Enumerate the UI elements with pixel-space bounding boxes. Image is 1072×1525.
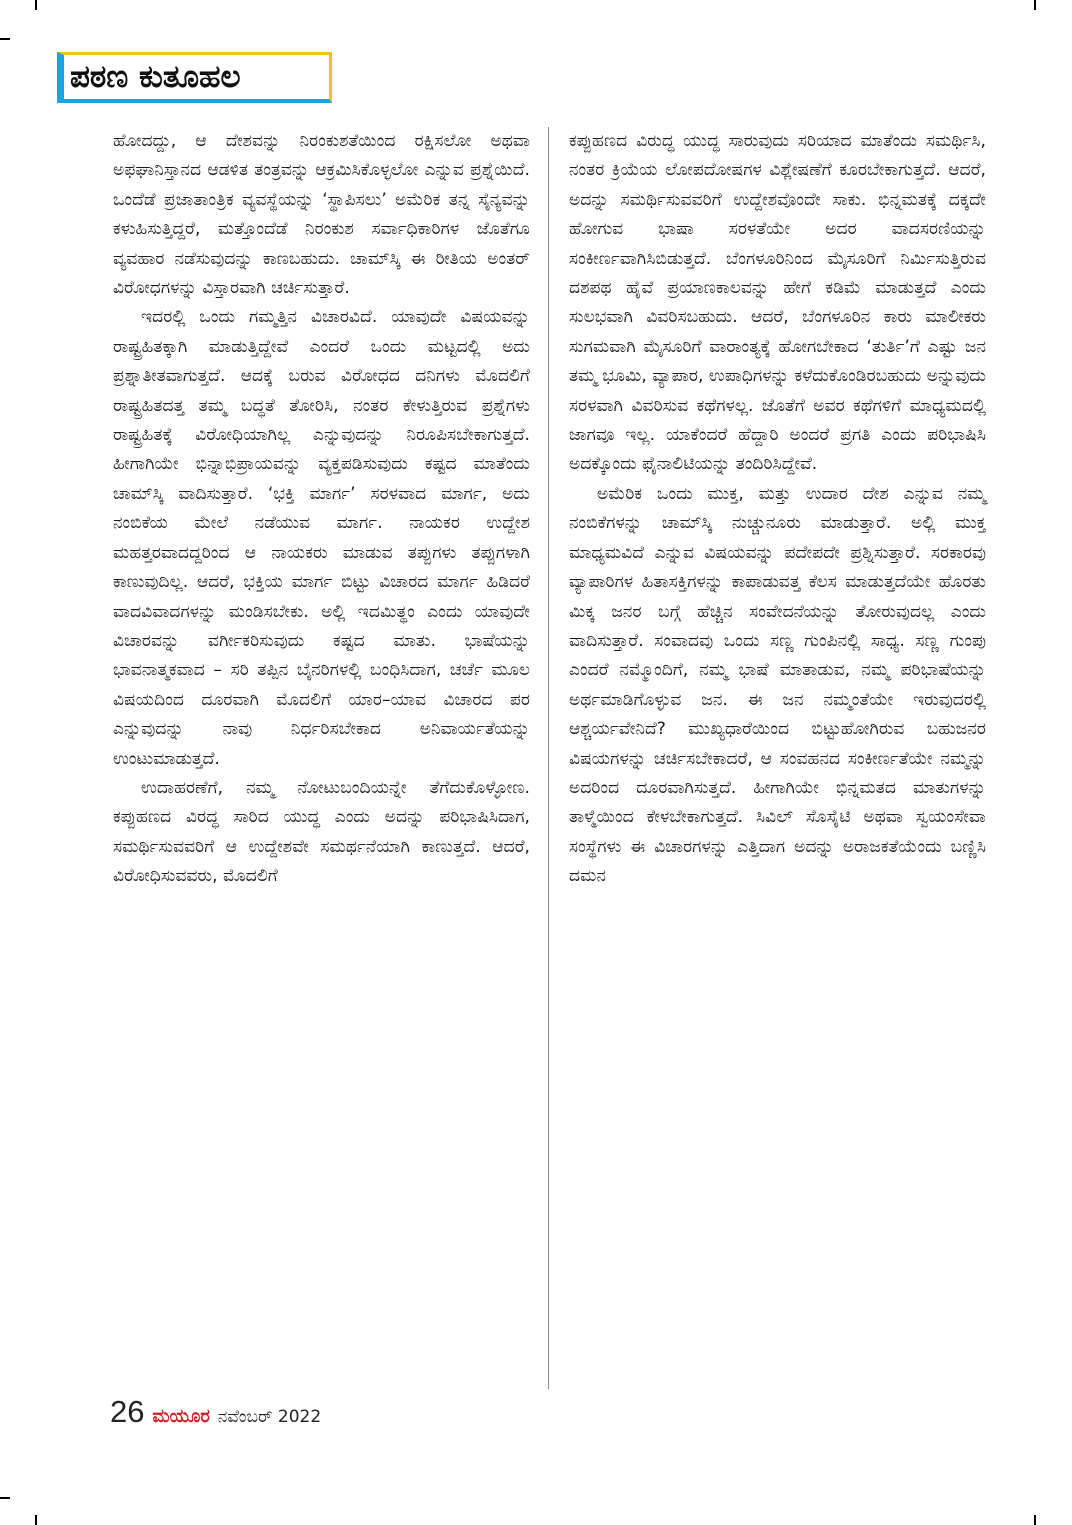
left-paragraph-1: ಹೋದದ್ದು, ಆ ದೇಶವನ್ನು ನಿರಂಕುಶತೆಯಿಂದ ರಕ್ಷಿಸಲೋ ಅಥವಾ ಅಫಘಾನಿಸ್ತಾನದ ಆಡಳಿತ ತಂತ್ರವನ್ನು ಆಕ್ರಮಿಸಿಕೊಳ್ಳಲೋ ಎನ್ನುವ ಪ್ರಶ್ನೆಯಿದೆ. ಒಂದೆಡೆ ಪ್ರಜಾತಾಂತ್ರಿಕ ವ್ಯವಸ್ಥೆಯನ್ನು ‘ಸ್ಥಾಪಿಸಲು’ ಅಮೆರಿಕ ತನ್ನ ಸೈನ್ಯವನ್ನು ಕಳುಹಿಸುತ್ತಿದ್ದರೆ, ಮತ್ತೊಂದೆಡೆ ನಿರಂಕುಶ ಸರ್ವಾಧಿಕಾರಿಗಳ ಜೊತೆಗೂ ವ್ಯವಹಾರ ನಡೆಸುವುದನ್ನು ಕಾಣಬಹುದು. ಚಾಮ್‌ಸ್ಕಿ ಈ ರೀತಿಯ ಅಂತರ್ ವಿರೋಧಗಳನ್ನು ವಿಸ್ತಾರವಾಗಿ ಚರ್ಚಿಸುತ್ತಾರೆ. <box>113 131 530 299</box>
column-divider <box>548 127 549 1389</box>
right-paragraph-2: ಅಮೆರಿಕ ಒಂದು ಮುಕ್ತ, ಮತ್ತು ಉದಾರ ದೇಶ ಎನ್ನುವ ನಮ್ಮ ನಂಬಿಕೆಗಳನ್ನು ಚಾಮ್‌ಸ್ಕಿ ನುಚ್ಚುನೂರು ಮಾಡುತ್ತಾರೆ. ಅಲ್ಲಿ ಮುಕ್ತ ಮಾಧ್ಯಮವಿದೆ ಎನ್ನುವ ವಿಷಯವನ್ನು ಪದೇಪದೇ ಪ್ರಶ್ನಿಸುತ್ತಾರೆ. ಸರಕಾರವು ವ್ಯಾಪಾರಿಗಳ ಹಿತಾಸಕ್ತಿಗಳನ್ನು ಕಾಪಾಡುವತ್ತ ಕೆಲಸ ಮಾಡುತ್ತದೆಯೇ ಹೊರತು ಮಿಕ್ಕ ಜನರ ಬಗ್ಗೆ ಹೆಚ್ಚಿನ ಸಂವೇದನೆಯನ್ನು ತೋರುವುದಲ್ಲ ಎಂದು ವಾದಿಸುತ್ತಾರೆ. ಸಂವಾದವು ಒಂದು ಸಣ್ಣ ಗುಂಪಿನಲ್ಲಿ ಸಾಧ್ಯ. ಸಣ್ಣ ಗುಂಪು ಎಂದರೆ ನಮ್ಮೊಂದಿಗೆ, ನಮ್ಮ ಭಾಷೆ ಮಾತಾಡುವ, ನಮ್ಮ ಪರಿಭಾಷೆಯನ್ನು ಅರ್ಥಮಾಡಿಗೊಳ್ಳುವ ಜನ. ಈ ಜನ ನಮ್ಮಂತೆಯೇ ಇರುವುದರಲ್ಲಿ ಆಶ್ಚರ್ಯವೇನಿದೆ? ಮುಖ್ಯಧಾರೆಯಿಂದ ಬಿಟ್ಟುಹೋಗಿರುವ ಬಹುಜನರ ವಿಷಯಗಳನ್ನು ಚರ್ಚಿಸಬೇಕಾದರೆ, ಆ ಸಂವಹನದ ಸಂಕೀರ್ಣತೆಯೇ ನಮ್ಮನ್ನು ಅದರಿಂದ ದೂರವಾಗಿಸುತ್ತದೆ. ಹೀಗಾಗಿಯೇ ಭಿನ್ನಮತದ ಮಾತುಗಳನ್ನು ತಾಳ್ಮೆಯಿಂದ ಕೇಳಬೇಕಾಗುತ್ತದೆ. ಸಿವಿಲ್ ಸೊಸೈಟಿ ಅಥವಾ ಸ್ವಯಂಸೇವಾ ಸಂಸ್ಥೆಗಳು ಈ ವಿಚಾರಗಳನ್ನು ಎತ್ತಿದಾಗ ಅದನ್ನು ಅರಾಜಕತೆಯೆಂದು ಬಣ್ಣಿಸಿ ದಮನ <box>569 483 986 887</box>
page-number: 26 <box>110 1394 145 1429</box>
crop-mark-left-upper <box>0 38 10 40</box>
crop-mark-top-left <box>35 0 37 10</box>
left-paragraph-3: ಉದಾಹರಣೆಗೆ, ನಮ್ಮ ನೋಟುಬಂದಿಯನ್ನೇ ತೆಗೆದುಕೊಳ್ಳೋಣ. ಕಪ್ಪುಹಣದ ವಿರದ್ಧ ಸಾರಿದ ಯುದ್ಧ ಎಂದು ಅದನ್ನು ಪರಿಭಾಷಿಸಿದಾಗ, ಸಮರ್ಥಿಸುವವರಿಗೆ ಆ ಉದ್ದೇಶವೇ ಸಮರ್ಥನೆಯಾಗಿ ಕಾಣುತ್ತದೆ. ಆದರೆ, ವಿರೋಧಿಸುವವರು, ಮೊದಲಿಗೆ <box>113 777 530 887</box>
left-column <box>113 127 530 892</box>
magazine-name: ಮಯೂರ <box>152 1406 210 1427</box>
left-paragraph-2: ಇದರಲ್ಲಿ ಒಂದು ಗಮ್ಮತ್ತಿನ ವಿಚಾರವಿದೆ. ಯಾವುದೇ ವಿಷಯವನ್ನು ರಾಷ್ಟ್ರಹಿತಕ್ಕಾಗಿ ಮಾಡುತ್ತಿದ್ದೇವೆ ಎಂದರೆ ಒಂದು ಮಟ್ಟದಲ್ಲಿ ಅದು ಪ್ರಶ್ನಾತೀತವಾಗುತ್ತದೆ. ಆದಕ್ಕೆ ಬರುವ ವಿರೋಧದ ದನಿಗಳು ಮೊದಲಿಗೆ ರಾಷ್ಟ್ರಹಿತದತ್ತ ತಮ್ಮ ಬದ್ಧತೆ ತೋರಿಸಿ, ನಂತರ ಕೇಳುತ್ತಿರುವ ಪ್ರಶ್ನೆಗಳು ರಾಷ್ಟ್ರಹಿತಕ್ಕೆ ವಿರೋಧಿಯಾಗಿಲ್ಲ ಎನ್ನುವುದನ್ನು ನಿರೂಪಿಸಬೇಕಾಗುತ್ತದೆ. ಹೀಗಾಗಿಯೇ ಭಿನ್ನಾಭಿಪ್ರಾಯವನ್ನು ವ್ಯಕ್ತಪಡಿಸುವುದು ಕಷ್ಟದ ಮಾತೆಂದು ಚಾಮ್‌ಸ್ಕಿ ವಾದಿಸುತ್ತಾರೆ. ‘ಭಕ್ತಿ ಮಾರ್ಗ’ ಸರಳವಾದ ಮಾರ್ಗ, ಅದು ನಂಬಿಕೆಯ ಮೇಲೆ ನಡೆಯುವ ಮಾರ್ಗ. ನಾಯಕರ ಉದ್ದೇಶ ಮಹತ್ತರವಾದದ್ದರಿಂದ ಆ ನಾಯಕರು ಮಾಡುವ ತಪ್ಪುಗಳು ತಪ್ಪುಗಳಾಗಿ ಕಾಣುವುದಿಲ್ಲ. ಆದರೆ, ಭಕ್ತಿಯ ಮಾರ್ಗ ಬಿಟ್ಟು ವಿಚಾರದ ಮಾರ್ಗ ಹಿಡಿದರೆ ವಾದವಿವಾದಗಳನ್ನು ಮಂಡಿಸಬೇಕು. ಅಲ್ಲಿ ಇದಮಿತ್ಥಂ ಎಂದು ಯಾವುದೇ ವಿಚಾರವನ್ನು ವರ್ಗೀಕರಿಸುವುದು ಕಷ್ಟದ ಮಾತು. ಭಾಷೆಯನ್ನು ಭಾವನಾತ್ಮಕವಾದ – ಸರಿ ತಪ್ಪಿನ ಬೈನರಿಗಳಲ್ಲಿ ಬಂಧಿಸಿದಾಗ, ಚರ್ಚೆ ಮೂಲ ವಿಷಯದಿಂದ ದೂರವಾಗಿ ಮೊದಲಿಗೆ ಯಾರ–ಯಾವ ವಿಚಾರದ ಪರ ಎನ್ನುವುದನ್ನು ನಾವು ನಿರ್ಧರಿಸಬೇಕಾದ ಅನಿವಾರ್ಯತೆಯನ್ನು ಉಂಟುಮಾಡುತ್ತದೆ. <box>113 307 530 769</box>
crop-mark-top-right <box>1034 0 1036 10</box>
right-paragraph-1: ಕಪ್ಪುಹಣದ ವಿರುದ್ಧ ಯುದ್ಧ ಸಾರುವುದು ಸರಿಯಾದ ಮಾತೆಂದು ಸಮರ್ಥಿಸಿ, ನಂತರ ಕ್ರಿಯೆಯ ಲೋಪದೋಷಗಳ ವಿಶ್ಲೇಷಣೆಗೆ ಕೂರಬೇಕಾಗುತ್ತದೆ. ಆದರೆ, ಅದನ್ನು ಸಮರ್ಥಿಸುವವರಿಗೆ ಉದ್ದೇಶವೊಂದೇ ಸಾಕು. ಭಿನ್ನಮತಕ್ಕೆ ದಕ್ಕದೇ ಹೋಗುವ ಭಾಷಾ ಸರಳತೆಯೇ ಅದರ ವಾದಸರಣಿಯನ್ನು ಸಂಕೀರ್ಣವಾಗಿಸಿಬಿಡುತ್ತದೆ. ಬೆಂಗಳೂರಿನಿಂದ ಮೈಸೂರಿಗೆ ನಿರ್ಮಿಸುತ್ತಿರುವ ದಶಪಥ ಹೈವೆ ಪ್ರಯಾಣಕಾಲವನ್ನು ಹೇಗೆ ಕಡಿಮೆ ಮಾಡುತ್ತದೆ ಎಂದು ಸುಲಭವಾಗಿ ವಿವರಿಸಬಹುದು. ಆದರೆ, ಬೆಂಗಳೂರಿನ ಕಾರು ಮಾಲೀಕರು ಸುಗಮವಾಗಿ ಮೈಸೂರಿಗೆ ವಾರಾಂತ್ಯಕ್ಕೆ ಹೋಗಬೇಕಾದ ‘ತುರ್ತಿ’ಗೆ ಎಷ್ಟು ಜನ ತಮ್ಮ ಭೂಮಿ, ವ್ಯಾಪಾರ, ಉಪಾಧಿಗಳನ್ನು ಕಳೆದುಕೊಂಡಿರಬಹುದು ಅನ್ನುವುದು ಸರಳವಾಗಿ ವಿವರಿಸುವ ಕಥೆಗಳಲ್ಲ. ಜೊತೆಗೆ ಅವರ ಕಥೆಗಳಿಗೆ ಮಾಧ್ಯಮದಲ್ಲಿ ಜಾಗವೂ ಇಲ್ಲ. ಯಾಕೆಂದರೆ ಹೆದ್ದಾರಿ ಅಂದರೆ ಪ್ರಗತಿ ಎಂದು ಪರಿಭಾಷಿಸಿ ಅದಕ್ಕೊಂದು ಫೈನಾಲಿಟಿಯನ್ನು ತಂದಿರಿಸಿದ್ದೇವೆ. <box>569 131 986 475</box>
crop-mark-left-lower <box>0 1497 10 1499</box>
issue-date: ನವೆಂಬರ್ 2022 <box>217 1407 322 1427</box>
page-footer <box>110 1394 321 1430</box>
crop-mark-bottom-right <box>1034 1515 1036 1525</box>
section-title: ಪಠಣ ಕುತೂಹಲ <box>70 58 241 95</box>
crop-mark-bottom-left <box>35 1515 37 1525</box>
right-column <box>569 127 986 892</box>
section-badge <box>57 52 332 103</box>
